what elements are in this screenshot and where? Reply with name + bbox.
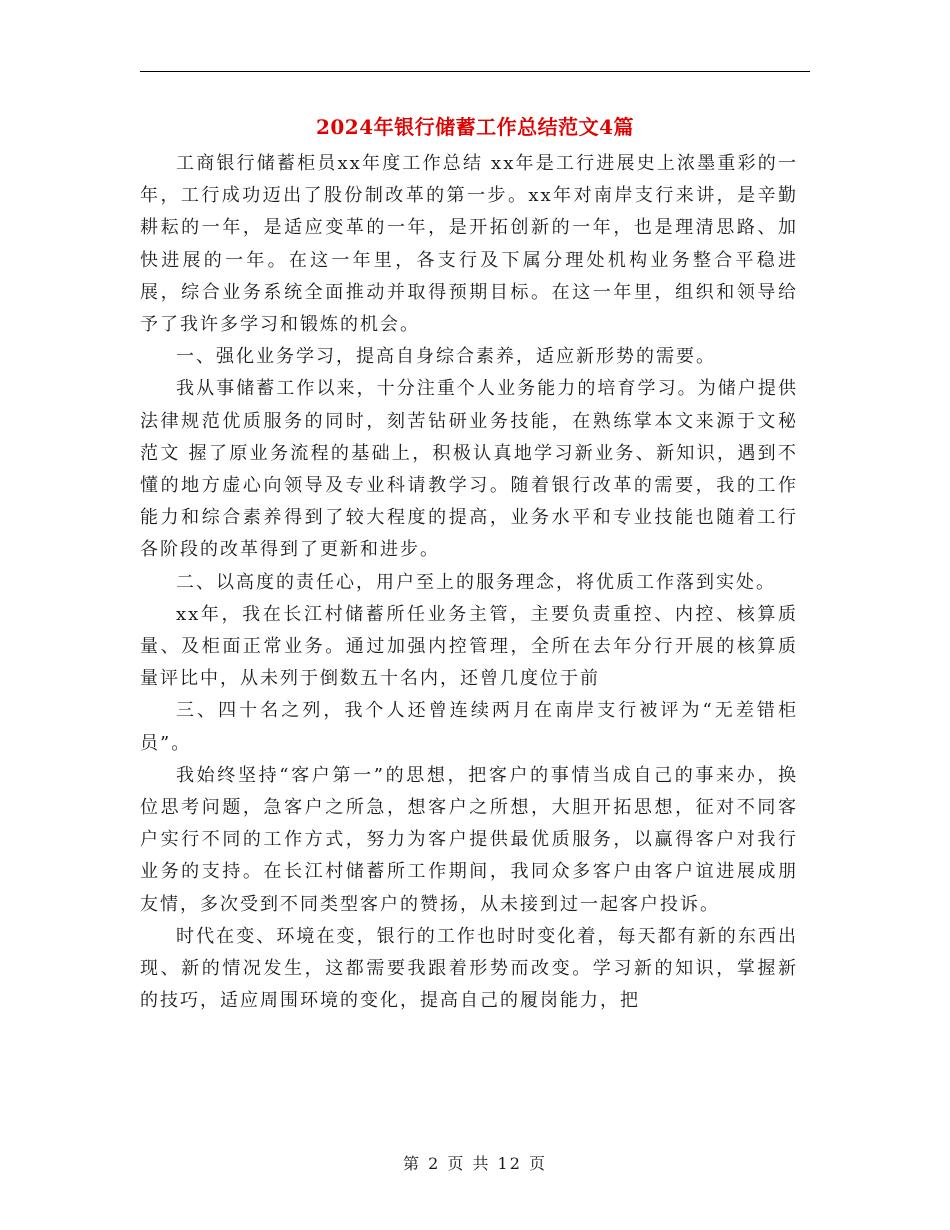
section-heading-2: 二、以高度的责任心，用户至上的服务理念，将优质工作落到实处。 [176, 571, 776, 593]
header-rule [140, 71, 810, 72]
section-heading-1: 一、强化业务学习，提高自身综合素养，适应新形势的需要。 [176, 346, 716, 368]
paragraph-intro: 工商银行储蓄柜员xx年度工作总结 xx年是工行进展史上浓墨重彩的一年，工行成功迈出了股份制改革的第一步。xx年对南岸支行来讲，是辛勤耕耘的一年，是适应变革的一年，是开拓创新的一年，也是理清思路、加快进展的一年。在这一年里，各支行及下属分理处机构业务整合平稳进展，综合业务系统全面推动并取得预期目标。在这一年里，组织和领导给予了我许多学习和锻炼的机会。 [140, 153, 798, 336]
paragraph-supervisor: xx年，我在长江村储蓄所任业务主管，主要负责重控、内控、核算质量、及柜面正常业务。通过加强内控管理，全所在去年分行开展的核算质量评比中，从未列于倒数五十名内，还曾几度位于前 [140, 603, 798, 690]
paragraph-study: 我从事储蓄工作以来，十分注重个人业务能力的培育学习。为储户提供法律规范优质服务的同时，刻苦钻研业务技能，在熟练掌本文来源于文秘范文 握了原业务流程的基础上，积极认真地学习新业务、新知识，遇到不懂的地方虚心向领导及专业科请教学习。随着银行改革的需要，我的工作能力和综合素养得到了较大程度的提高，业务水平和专业技能也随着工行各阶段的改革得到了更新和进步。 [140, 378, 798, 561]
document-body [140, 148, 798, 1017]
page-number-footer: 第 2 页 共 12 页 [403, 1154, 547, 1173]
paragraph-ranking: 三、四十名之列，我个人还曾连续两月在南岸支行被评为“无差错柜员”。 [140, 700, 798, 754]
paragraph-customer: 我始终坚持“客户第一”的思想，把客户的事情当成自己的事来办，换位思考问题，急客户之所急，想客户之所想，大胆开拓思想，征对不同客户实行不同的工作方式，努力为客户提供最优质服务，以赢得客户对我行业务的支持。在长江村储蓄所工作期间，我同众多客户由客户谊进展成朋友情，多次受到不同类型客户的赞扬，从未接到过一起客户投诉。 [140, 764, 798, 915]
document-title: 2024年银行储蓄工作总结范文4篇 [315, 115, 635, 139]
paragraph-change: 时代在变、环境在变，银行的工作也时时变化着，每天都有新的东西出现、新的情况发生，这都需要我跟着形势而改变。学习新的知识，掌握新的技巧，适应周围环境的变化，提高自己的履岗能力，把 [140, 925, 798, 1012]
